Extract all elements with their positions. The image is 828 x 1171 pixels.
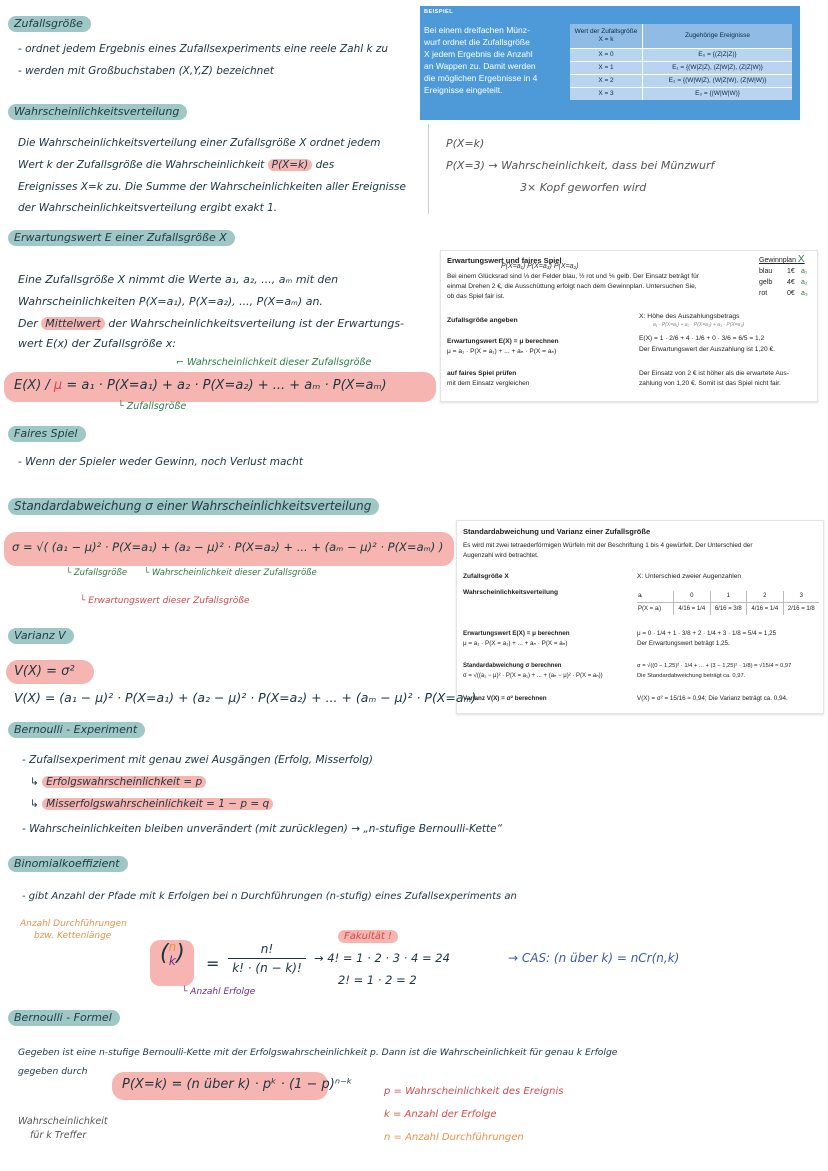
game-text: Bei einem Glücksrad sind ⅓ der Felder blau, ½ rot und ⅙ gelb. Der Einsatz beträgt für einmal Drehen 2 €, die Ausschüttung erfolgt nach dem Gewinnplan. Untersuchen Sie, ob das Spiel fair ist. — [447, 273, 699, 300]
text-line: Gegeben ist eine n-stufige Bernoulli-Kette mit der Erfolgswahrscheinlichkeit p. Dann ist die Wahrscheinlichkeit für genau k Erfolge — [18, 1047, 618, 1058]
example-table — [570, 24, 792, 100]
text-line: gegeben durch — [18, 1066, 88, 1077]
highlight-mittelwert: Mittelwert — [41, 317, 105, 330]
table-header: Zugehörige Ereignisse — [684, 32, 751, 40]
highlight-erfolg: Erfolgswahrscheinlichkeit = p — [42, 776, 206, 788]
divider-line — [428, 124, 429, 214]
fraction-numerator: n! — [260, 942, 274, 956]
step-label: Erwartungswert E(X) = μ berechnen μ = a₁ · P(X = a₁) + ... + aₙ · P(X = aₙ) — [463, 630, 570, 647]
text-line: Ereignisses X=k zu. Die Summe der Wahrscheinlichkeiten aller Ereignisse — [18, 181, 406, 193]
formula-erwartungswert: E(X) / μ = a₁ · P(X=a₁) + a₂ · P(X=a₂) + ... + aₘ · P(X=aₘ) — [14, 378, 387, 393]
text-line: der Wahrscheinlichkeitsverteilung ergibt exakt 1. — [18, 202, 278, 214]
distribution-table — [637, 591, 819, 615]
section-title-verteilung: Wahrscheinlichkeitsverteilung — [8, 104, 187, 120]
text-line: - gibt Anzahl der Pfade mit k Erfolgen bei n Durchführungen (n-stufig) eines Zufallsexperiments an — [22, 891, 517, 902]
step-label: Zufallsgröße X — [463, 573, 509, 580]
section-title-erwartungswert: Erwartungswert E einer Zufallsgröße X — [8, 230, 235, 246]
game-example-box — [440, 250, 818, 402]
section-title-bernoulli-experiment: Bernoulli - Experiment — [8, 722, 145, 738]
step-label: Wahrscheinlichkeitsverteilung — [463, 589, 559, 596]
legend-k: k = Anzahl der Erfolge — [384, 1109, 497, 1120]
annotation-wahrscheinlichkeit: ⌐ Wahrscheinlichkeit dieser Zufallsgröße — [176, 357, 372, 368]
cas-note: → CAS: (n über k) = nCr(n,k) — [508, 951, 680, 965]
table-header: Wert der Zufallsgröße X = k — [570, 24, 643, 48]
annotation-wahrscheinlichkeit: Wahrscheinlichkeit für k Treffer — [18, 1116, 108, 1141]
text-line: ↳ Erfolgswahrscheinlichkeit = p — [30, 775, 206, 790]
legend-p: p = Wahrscheinlichkeit des Ereignis — [384, 1086, 564, 1097]
note-line: P(X=3) → Wahrscheinlichkeit, dass bei Münzwurf — [446, 159, 715, 172]
text-line: ↳ Misserfolgswahrscheinlichkeit = 1 − p = q — [30, 797, 273, 812]
text-line: - Wahrscheinlichkeiten bleiben unverändert (mit zurücklegen) → „n-stufige Bernoulli-Kette“ — [22, 823, 503, 835]
step-value: V(X) = σ² = 15/16 ≈ 0,94; Die Varianz beträgt ca. 0,94. — [637, 695, 788, 702]
text-line: Der Mittelwert der Wahrscheinlichkeitsverteilung ist der Erwartungs- — [18, 317, 405, 330]
step-value: Der Einsatz von 2 € ist höher als die erwartete Aus- zahlung von 1,20 €. Somit ist das Spiel nicht fair. — [639, 370, 789, 387]
example-text: Bei einem dreifachen Münz- wurf ordnet die Zufallsgröße X jedem Ergebnis die Anzahl an Wappen zu. Damit werden die möglichen Ergebnisse in 4 Ereignisse eingeteilt. — [424, 25, 538, 95]
std-example-box — [456, 520, 824, 714]
gewinnplan-row: rot 0€ a₃ — [759, 290, 808, 297]
section-title-bernoulli-formel: Bernoulli - Formel — [8, 1010, 120, 1026]
handwritten-note: a₁ · P(X=a₁) + a₂ · P(X=a₂) + a₃ · P(X=a₃) — [653, 322, 745, 328]
highlight-pxk: P(X=k) — [268, 159, 313, 171]
step-label: Erwartungswert E(X) = μ berechnen μ = a₁ · P(X = a₁) + ... + aₙ · P(X = aₙ) — [447, 338, 559, 355]
table-row: X = 1 E₁ = {(W|Z|Z), (Z|W|Z), (Z|Z|W)} — [570, 61, 792, 74]
table-row: X = 2 E₂ = {(W|W|Z), (W|Z|W), (Z|W|W)} — [570, 74, 792, 87]
gewinnplan-title: Gewinnplan X — [759, 254, 805, 265]
gewinnplan-row: gelb 4€ a₂ — [759, 279, 808, 286]
text-line: - ordnet jedem Ergebnis eines Zufallsexperiments eine reele Zahl k zu — [18, 43, 389, 55]
note-line: P(X=k) — [446, 137, 485, 150]
text-line: - Zufallsexperiment mit genau zwei Ausgängen (Erfolg, Misserfolg) — [22, 754, 373, 766]
std-text: Es wird mit zwei tetraederförmigen Würfeln mit der Beschriftung 1 bis 4 gewürfelt. Der Unterschied der Augenzahl wird betrachtet. — [463, 542, 753, 559]
equals-sign: = — [206, 954, 220, 973]
annotation-zufallsgroesse: └ Zufallsgröße — [66, 568, 128, 578]
fraction-denominator: k! · (n − k)! — [232, 961, 302, 975]
example-tag: BEISPIEL — [424, 9, 454, 15]
step-value: X: Höhe des Auszahlungsbetrags — [639, 313, 740, 320]
text-line: - Wenn der Spieler weder Gewinn, noch Verlust macht — [18, 456, 303, 468]
table-row: X = 3 E₃ = {(W|W|W)} — [570, 87, 792, 100]
text-line: Wahrscheinlichkeiten P(X=a₁), P(X=a₂), ..., P(X=aₘ) an. — [18, 295, 323, 308]
formula-bernoulli: P(X=k) = (n über k) · pᵏ · (1 − p)ⁿ⁻ᵏ — [122, 1077, 353, 1092]
gewinnplan-row: blau 1€ a₁ — [759, 268, 808, 275]
table-row: X = 0 E₀ = {(Z|Z|Z)} — [570, 48, 792, 61]
step-value: σ = √((0 − 1,25)² · 1/4 + ... + (3 − 1,25)² · 1/8) = √15/4 ≈ 0,97 Die Standardabweichung beträgt ca. 0,97. — [637, 663, 792, 679]
section-title-varianz: Varianz V — [8, 628, 74, 644]
formula-varianz-short: V(X) = σ² — [14, 664, 75, 679]
example-box — [420, 6, 800, 120]
step-label: Standardabweichung σ berechnen σ = √((a₁ − μ)² · P(X = a₁) + ... + (aₙ − μ)² · P(X = aₙ)) — [463, 663, 603, 679]
step-value: X: Unterschied zweier Augenzahlen — [637, 573, 742, 580]
text-line: Wert k der Zufallsgröße die Wahrscheinlichkeit P(X=k) des — [18, 159, 335, 171]
formula-standardabweichung: σ = √( (a₁ − μ)² · P(X=a₁) + (a₂ − μ)² · P(X=a₂) + ... + (aₘ − μ)² · P(X=aₘ) ) — [12, 540, 444, 554]
table-row: aᵢ 0 1 2 3 — [637, 591, 819, 602]
step-value: E(X) = 1 · 2/6 + 4 · 1/6 + 0 · 3/6 = 6/5 = 1,2 Der Erwartungswert der Auszahlung ist 1,20 €. — [639, 335, 775, 353]
note-line: 3× Kopf geworfen wird — [520, 181, 647, 194]
annotation-durchfuehrungen: Anzahl Durchführungen bzw. Kettenlänge — [20, 919, 127, 941]
step-label: auf faires Spiel prüfen mit dem Einsatz vergleichen — [447, 370, 530, 387]
fraction-bar — [228, 958, 306, 959]
annotation-erfolge: └ Anzahl Erfolge — [182, 987, 256, 997]
section-title-zufallsgroesse: Zufallsgröße — [8, 16, 91, 32]
annotation-zufallsgroesse: └ Zufallsgröße — [118, 401, 187, 412]
step-value: μ = 0 · 1/4 + 1 · 3/8 + 2 · 1/4 + 3 · 1/8 = 5/4 = 1,25 Der Erwartungswert beträgt 1,25. — [637, 630, 777, 647]
section-title-faires-spiel: Faires Spiel — [8, 426, 86, 442]
text-line: Die Wahrscheinlichkeitsverteilung einer Zufallsgröße X ordnet jedem — [18, 137, 381, 149]
binomial-symbol: ( n k ) — [160, 940, 185, 968]
table-row: P(X = aᵢ) 4/16 = 1/4 6/16 = 3/8 4/16 = 1/4 2/16 = 1/8 — [637, 602, 819, 615]
step-label: Zufallsgröße angeben — [447, 317, 518, 324]
annotation-erwartungswert: └ Erwartungswert dieser Zufallsgröße — [80, 596, 250, 606]
fakultaet-example: 2! = 1 · 2 = 2 — [338, 973, 417, 987]
game-handwritten: P(X=a₁) P(X=a₃) P(X=a₂) — [501, 263, 579, 270]
fraction — [228, 942, 306, 975]
std-title: Standardabweichung und Varianz einer Zufallsgröße — [463, 527, 651, 536]
highlight-misserfolg: Misserfolgswahrscheinlichkeit = 1 − p = q — [42, 798, 273, 810]
fakultaet-example: → 4! = 1 · 2 · 3 · 4 = 24 — [314, 951, 450, 965]
formula-varianz-long: V(X) = (a₁ − μ)² · P(X=a₁) + (a₂ − μ)² · P(X=a₂) + ... + (aₘ − μ)² · P(X=aₘ) — [14, 690, 477, 705]
text-line: Eine Zufallsgröße X nimmt die Werte a₁, a₂, ..., aₘ mit den — [18, 273, 339, 286]
legend-n: n = Anzahl Durchführungen — [384, 1132, 524, 1143]
game-title: Erwartungswert und faires Spiel — [447, 256, 562, 265]
step-label: Varianz V(X) = σ² berechnen — [463, 695, 547, 702]
gewinnplan-list — [759, 266, 808, 299]
text-line: wert E(x) der Zufallsgröße x: — [18, 337, 177, 350]
text-line: - werden mit Großbuchstaben (X,Y,Z) bezeichnet — [18, 65, 274, 77]
section-title-binomialkoeffizient: Binomialkoeffizient — [8, 856, 128, 872]
annotation-wahrscheinlichkeit: └ Wahrscheinlichkeit dieser Zufallsgröße — [144, 568, 317, 578]
section-title-standardabweichung: Standardabweichung σ einer Wahrscheinlichkeitsverteilung — [8, 498, 379, 515]
fakultaet-label: Fakultät ! — [338, 930, 398, 943]
